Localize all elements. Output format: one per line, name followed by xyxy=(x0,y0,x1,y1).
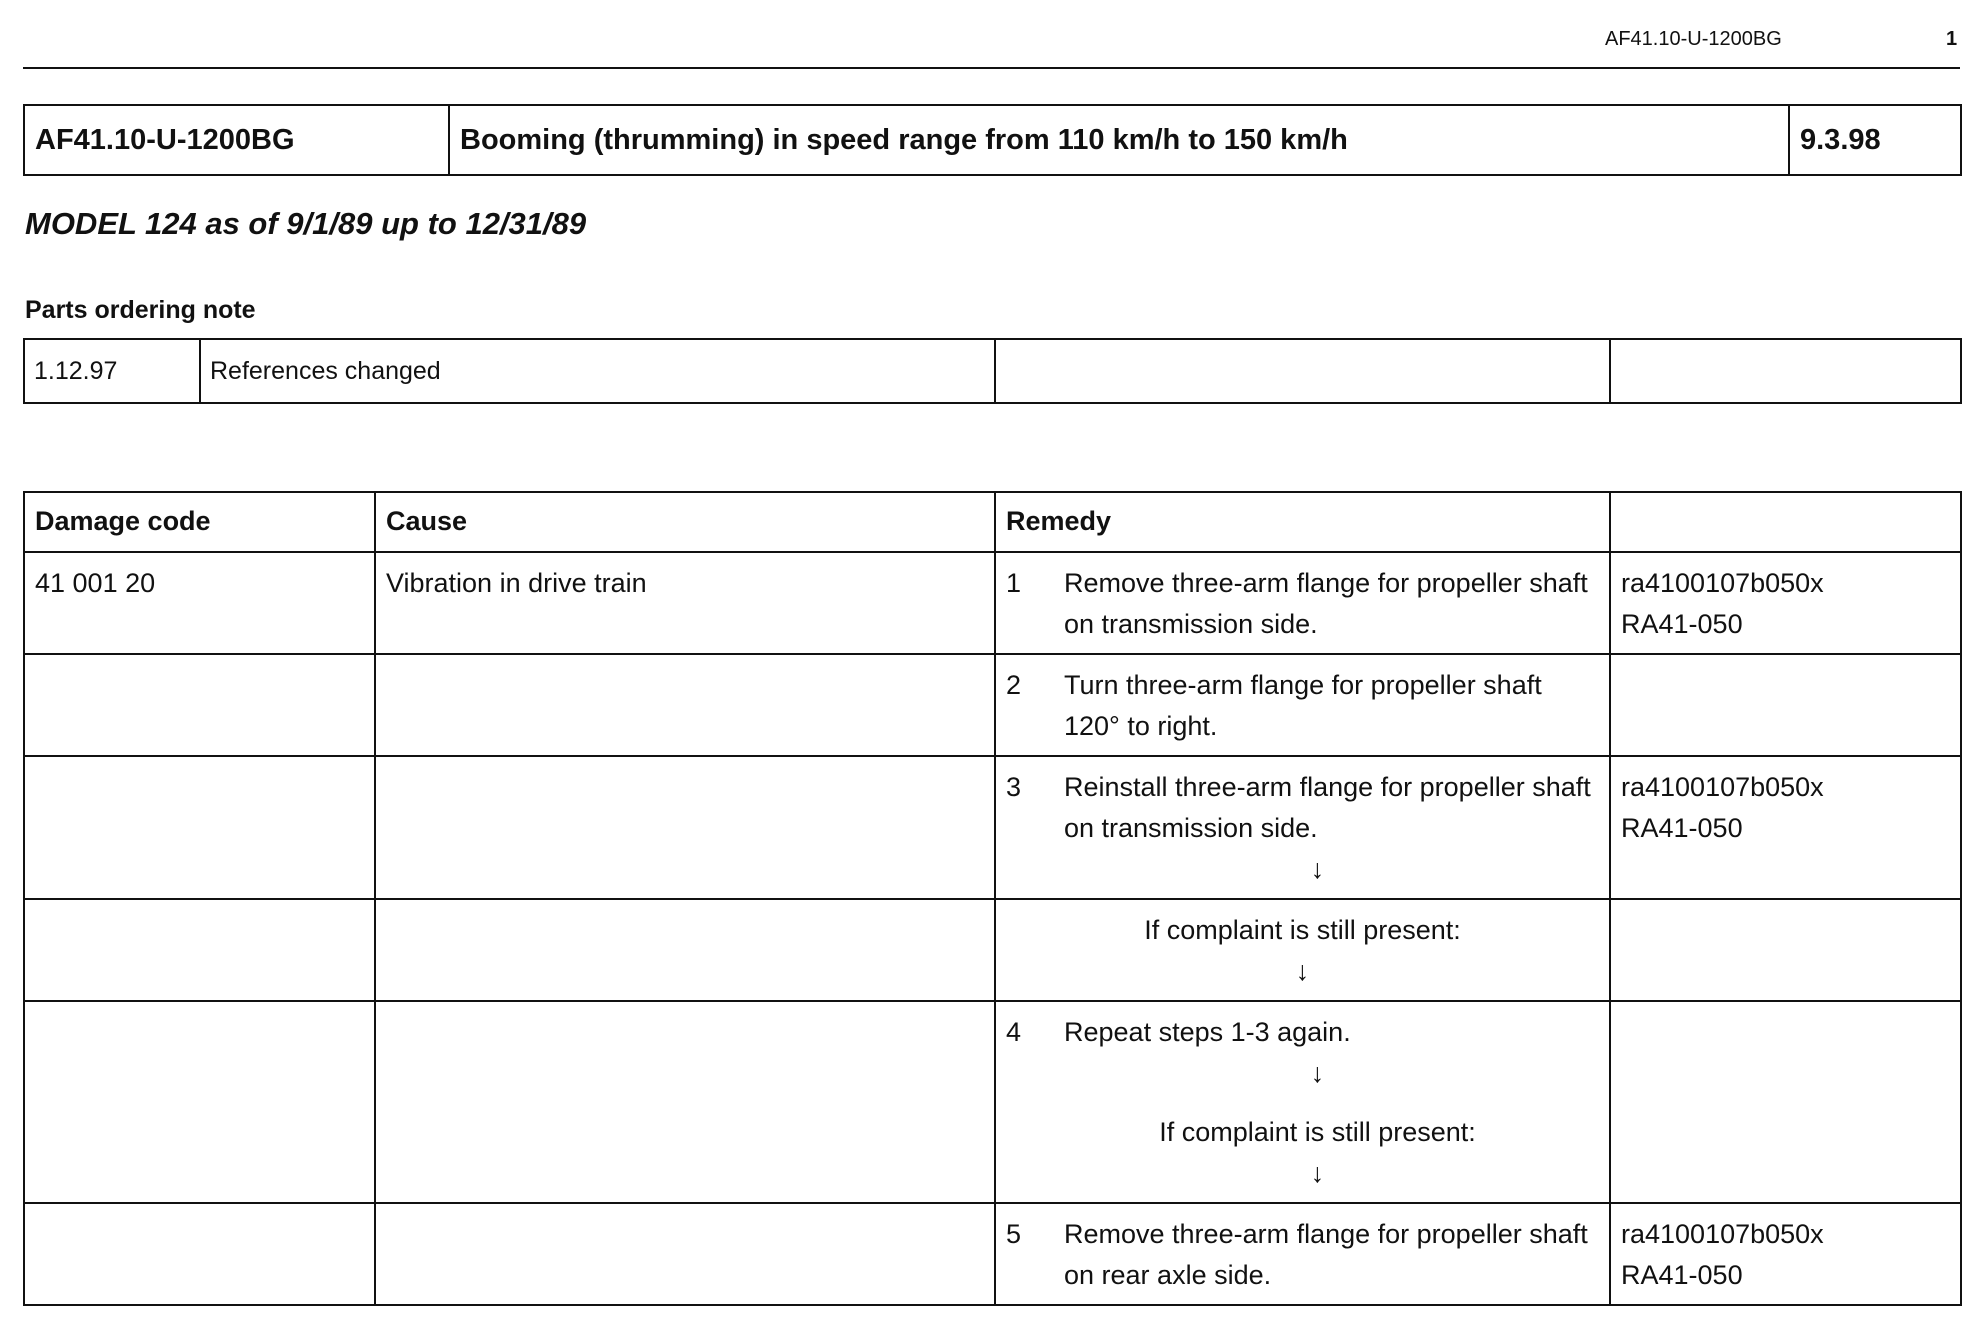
step-text: Turn three-arm flange for propeller shaft 120° to right. xyxy=(1064,670,1542,741)
step-number: 1 xyxy=(1006,568,1022,598)
remedy-cell xyxy=(995,552,1610,654)
condition-text: If complaint is still present: xyxy=(1144,915,1461,945)
step-text: Remove three-arm flange for propeller shaft on transmission side. xyxy=(1064,568,1588,639)
step-text: Reinstall three-arm flange for propeller shaft on transmission side. xyxy=(1064,772,1591,843)
header-doc-code: AF41.10-U-1200BG xyxy=(1605,28,1782,50)
damage-code-cell xyxy=(24,1001,375,1203)
parts-ordering-note-label: Parts ordering note xyxy=(25,296,256,324)
damage-code-cell xyxy=(24,899,375,1001)
table-row xyxy=(24,899,1961,1001)
table-row xyxy=(24,552,1961,654)
cause-cell: Vibration in drive train xyxy=(375,552,995,654)
title-date: 9.3.98 xyxy=(1789,105,1961,175)
table-row xyxy=(24,756,1961,899)
down-arrow-icon: ↓ xyxy=(1310,1158,1325,1188)
reference-code: ra4100107b050x xyxy=(1621,1219,1824,1249)
table-row xyxy=(24,654,1961,756)
step-number: 4 xyxy=(1006,1017,1022,1047)
cause-cell xyxy=(375,899,995,1001)
damage-code-cell xyxy=(24,756,375,899)
down-arrow-icon: ↓ xyxy=(1310,1058,1325,1088)
step-text: Repeat steps 1-3 again. xyxy=(1064,1017,1351,1047)
header-reference xyxy=(1610,492,1961,552)
header-divider xyxy=(23,67,1960,69)
reference-id: RA41-050 xyxy=(1621,609,1743,639)
damage-remedy-table xyxy=(23,491,1962,1306)
cause-cell xyxy=(375,654,995,756)
parts-note-empty-1 xyxy=(995,339,1610,403)
reference-code: ra4100107b050x xyxy=(1621,568,1824,598)
parts-note-empty-2 xyxy=(1610,339,1961,403)
title-code: AF41.10-U-1200BG xyxy=(24,105,449,175)
remedy-cell xyxy=(995,899,1610,1001)
reference-cell xyxy=(1610,899,1961,1001)
damage-code-cell xyxy=(24,1203,375,1305)
parts-note-date: 1.12.97 xyxy=(24,339,200,403)
remedy-cell xyxy=(995,1203,1610,1305)
parts-note-text: References changed xyxy=(200,339,995,403)
reference-cell xyxy=(1610,1203,1961,1305)
table-row xyxy=(24,1001,1961,1203)
table-header-row xyxy=(24,492,1961,552)
reference-id: RA41-050 xyxy=(1621,1260,1743,1290)
step-number: 3 xyxy=(1006,772,1022,802)
cause-cell xyxy=(375,756,995,899)
cause-cell xyxy=(375,1001,995,1203)
remedy-cell xyxy=(995,756,1610,899)
reference-code: ra4100107b050x xyxy=(1621,772,1824,802)
step-number: 2 xyxy=(1006,670,1022,700)
condition-text: If complaint is still present: xyxy=(1159,1117,1476,1147)
reference-id: RA41-050 xyxy=(1621,813,1743,843)
down-arrow-icon: ↓ xyxy=(1295,956,1310,986)
model-line: MODEL 124 as of 9/1/89 up to 12/31/89 xyxy=(25,206,587,241)
header-damage-code: Damage code xyxy=(24,492,375,552)
damage-code-cell xyxy=(24,654,375,756)
remedy-cell xyxy=(995,1001,1610,1203)
reference-cell xyxy=(1610,1001,1961,1203)
title-table xyxy=(23,104,1962,176)
header-remedy: Remedy xyxy=(995,492,1610,552)
step-number: 5 xyxy=(1006,1219,1022,1249)
parts-note-table xyxy=(23,338,1962,404)
damage-code-cell: 41 001 20 xyxy=(24,552,375,654)
remedy-cell xyxy=(995,654,1610,756)
down-arrow-icon: ↓ xyxy=(1310,854,1325,884)
header-cause: Cause xyxy=(375,492,995,552)
reference-cell xyxy=(1610,552,1961,654)
page-number: 1 xyxy=(1946,28,1958,50)
title-subject: Booming (thrumming) in speed range from 110 km/h to 150 km/h xyxy=(449,105,1789,175)
table-row xyxy=(24,1203,1961,1305)
cause-cell xyxy=(375,1203,995,1305)
reference-cell xyxy=(1610,654,1961,756)
step-text: Remove three-arm flange for propeller shaft on rear axle side. xyxy=(1064,1219,1588,1290)
reference-cell xyxy=(1610,756,1961,899)
